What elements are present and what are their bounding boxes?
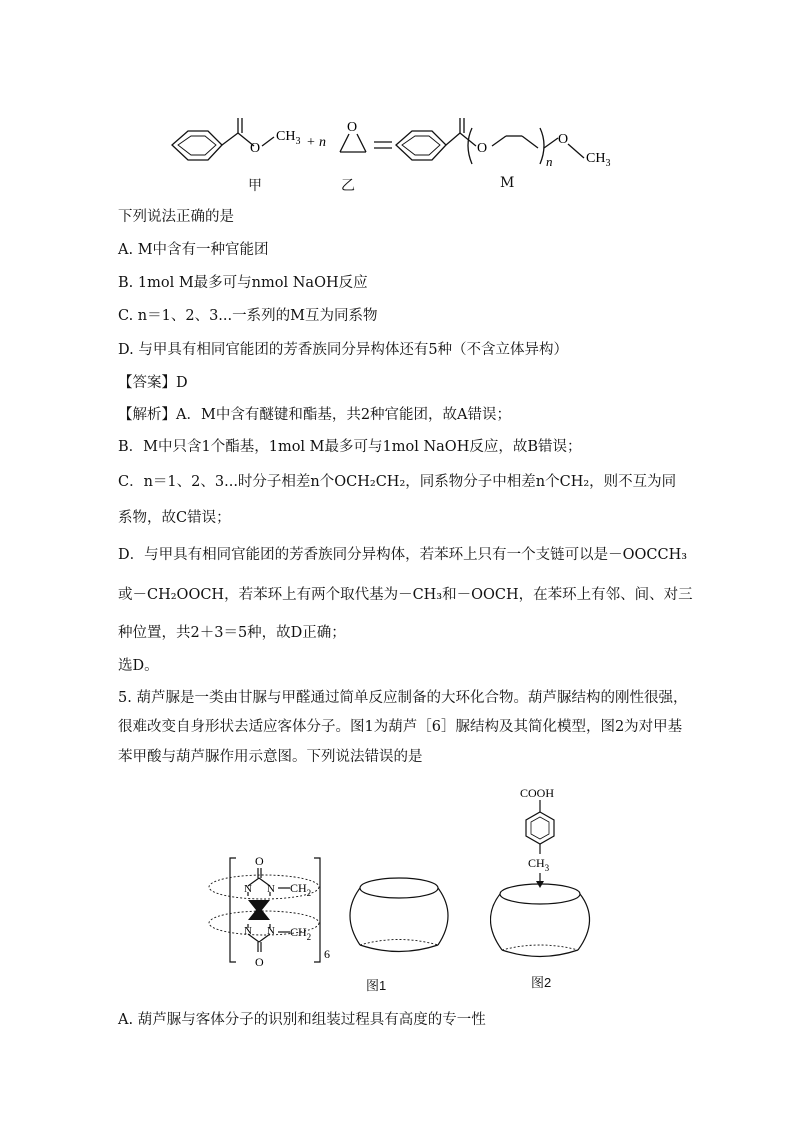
q4-analysis-line: D．与甲具有相同官能团的芳香族同分异构体，若苯环上只有一个支链可以是－OOCCH₃ xyxy=(118,547,688,563)
fig1-repeat-6: 6 xyxy=(324,947,330,961)
q4-analysis-line: C．n＝1、2、3...时分子相差n个OCH₂CH₂，同系物分子中相差n个CH₂，则不互为同 xyxy=(118,474,677,490)
fig2-cooh-label: COOH xyxy=(520,786,555,800)
ester-o-label: O xyxy=(250,141,261,156)
q5-option-a: A. 葫芦脲与客体分子的识别和组装过程具有高度的专一性 xyxy=(118,1012,486,1028)
q4-option-b: B. 1mol M最多可与nmol NaOH反应 xyxy=(118,275,368,291)
fig1-n-label: N xyxy=(267,925,275,937)
q4-option-a: A. M中含有一种官能团 xyxy=(118,242,269,258)
methyl-label-m: $CH_3$ xyxy=(586,151,611,169)
fig1-n-label: N xyxy=(244,883,252,895)
ether-o-label: O xyxy=(477,141,488,156)
fig1-o-bottom: O xyxy=(255,955,264,969)
q4-option-c: C. n＝1、2、3...一系列的M互为同系物 xyxy=(118,308,378,324)
fig1-n-label: N xyxy=(267,883,275,895)
fig1-n-label: N xyxy=(244,925,252,937)
fig2-ch3-label: $CH_3$ xyxy=(528,856,550,873)
benzene-ring-jia xyxy=(172,131,222,160)
q4-analysis-line: 选D。 xyxy=(118,658,159,674)
plus-sign: + xyxy=(307,135,315,150)
q4-option-d: D. 与甲具有相同官能团的芳香族同分异构体还有5种（不含立体异构） xyxy=(118,342,569,358)
epoxide-o-label: O xyxy=(347,120,358,135)
terminal-o-label: O xyxy=(558,132,569,147)
fig1-caption: 图1 xyxy=(366,978,387,993)
fig1-ch2-bottom: $CH_2$ xyxy=(290,925,312,942)
reaction-scheme xyxy=(160,100,640,195)
q5-stem-line: 苯甲酸与葫芦脲作用示意图。下列说法错误的是 xyxy=(118,749,423,765)
benzene-ring-m xyxy=(396,131,446,160)
methyl-label-jia: $CH_3$ xyxy=(276,129,301,147)
q4-analysis-line: 系物，故C错误； xyxy=(118,510,231,526)
q4-analysis-line: 种位置，共2＋3＝5种，故D正确； xyxy=(118,625,346,641)
label-yi: 乙 xyxy=(341,178,355,194)
label-m: M xyxy=(500,175,515,191)
figure-2-guest-host xyxy=(490,780,620,965)
coefficient-n: n xyxy=(319,135,326,150)
q4-analysis-line: 或－CH₂OOCH，若苯环上有两个取代基为－CH₃和－OOCH，在苯环上有邻、间、对三 xyxy=(118,587,693,603)
figure-1-cucurbituril xyxy=(200,850,460,975)
q4-analysis-line: 【解析】A．M中含有醚键和酯基，共2种官能团，故A错误； xyxy=(118,407,512,423)
fig1-o-top: O xyxy=(255,854,264,868)
q4-stem: 下列说法正确的是 xyxy=(118,209,234,225)
fig2-caption: 图2 xyxy=(531,975,552,990)
repeat-n-label: n xyxy=(546,154,553,169)
q4-analysis-line: B．M中只含1个酯基，1mol M最多可与1mol NaOH反应，故B错误； xyxy=(118,439,582,455)
q5-stem-line: 5. 葫芦脲是一类由甘脲与甲醛通过简单反应制备的大环化合物。葫芦脲结构的刚性很强， xyxy=(118,690,688,706)
q4-answer: 【答案】D xyxy=(118,375,188,391)
fig1-ch2-top: $CH_2$ xyxy=(290,881,312,898)
label-jia: 甲 xyxy=(248,178,262,194)
q5-stem-line: 很难改变自身形状去适应客体分子。图1为葫芦［6］脲结构及其简化模型，图2为对甲基 xyxy=(118,719,683,735)
